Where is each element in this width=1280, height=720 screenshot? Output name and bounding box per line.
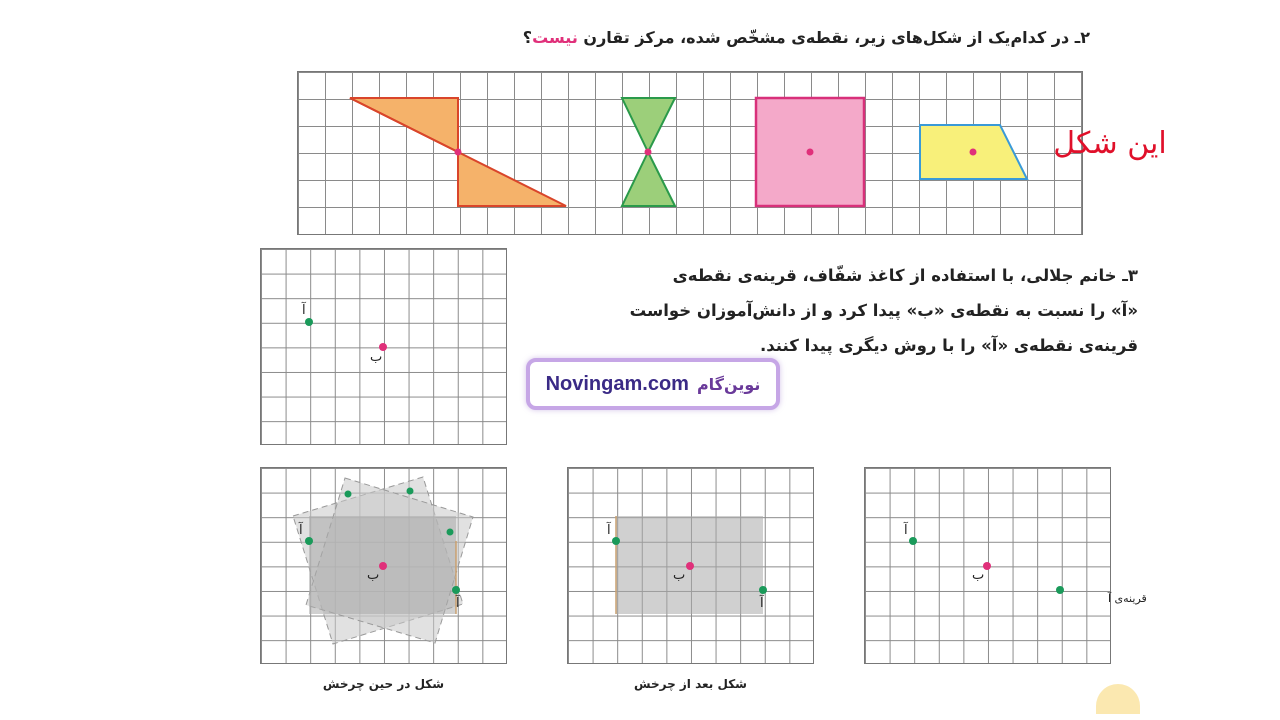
question-3-text: [540, 258, 1138, 363]
question-2-shapes: [297, 71, 1083, 235]
orange-center-point: [455, 149, 462, 156]
point-b-label: ب: [972, 568, 985, 583]
question-3-line-3: قرینه‌ی نقطه‌ی «آ» را با روش دیگری پیدا کنند.: [759, 336, 1138, 355]
mirrored-point-a: [759, 586, 767, 594]
page-number-badge: [1096, 684, 1140, 714]
rotated-point-a-2: [407, 488, 414, 495]
yellow-center-point: [970, 149, 977, 156]
watermark-latin: Novingam.com: [545, 372, 689, 395]
watermark-logo: [526, 358, 780, 410]
point-b: [686, 562, 694, 570]
point-b-label: ب: [367, 568, 380, 583]
result-points: [864, 467, 1147, 664]
pink-center-point: [807, 149, 814, 156]
question-3-line-2: «آ» را نسبت به نقطه‌ی «ب» پیدا کرد و از دانش‌آموزان خواست: [629, 301, 1138, 320]
mirror-point-a-label: قرینه‌ی آ: [1108, 592, 1147, 605]
question-2-suffix: ؟: [522, 28, 533, 47]
point-a-label: آ: [607, 523, 611, 538]
point-b-label: ب: [370, 350, 383, 365]
green-center-point: [645, 149, 652, 156]
question-2-prefix: ۲ـ در کدام‌یک از شکل‌های زیر، نقطه‌ی مشخّص شده، مرکز تقارن: [577, 28, 1090, 47]
point-a: [305, 537, 313, 545]
rotated-point-a-1: [345, 491, 352, 498]
answer-note: این شکل: [1053, 126, 1167, 161]
rotation-during-shapes: [260, 467, 507, 664]
question-3-points: [260, 248, 507, 445]
mirrored-point-a-label: آ: [456, 596, 460, 611]
point-b-label: ب: [673, 568, 686, 583]
point-a-label: آ: [904, 523, 908, 538]
mirrored-point-a: [452, 586, 460, 594]
question-3-line-1: ۳ـ خانم جلالی، با استفاده از کاغذ شفّاف، قرینه‌ی نقطه‌ی: [672, 266, 1138, 285]
caption-during-rotation: شکل در حین چرخش: [322, 677, 445, 691]
mirrored-point-a-label: آ: [760, 596, 764, 611]
rotation-after-shapes: [567, 467, 814, 664]
point-a: [305, 318, 313, 326]
point-a: [612, 537, 620, 545]
question-2-highlight: نیست: [532, 28, 578, 47]
mirror-point-a: [1056, 586, 1064, 594]
point-a-label: آ: [299, 523, 303, 538]
point-a: [909, 537, 917, 545]
watermark-persian: نوین‌گام: [696, 374, 761, 394]
point-b: [379, 562, 387, 570]
caption-after-rotation: شکل بعد از چرخش: [634, 677, 747, 691]
question-2-text: [470, 28, 1090, 47]
point-a-label: آ: [302, 303, 306, 318]
rotated-point-a-3: [447, 529, 454, 536]
